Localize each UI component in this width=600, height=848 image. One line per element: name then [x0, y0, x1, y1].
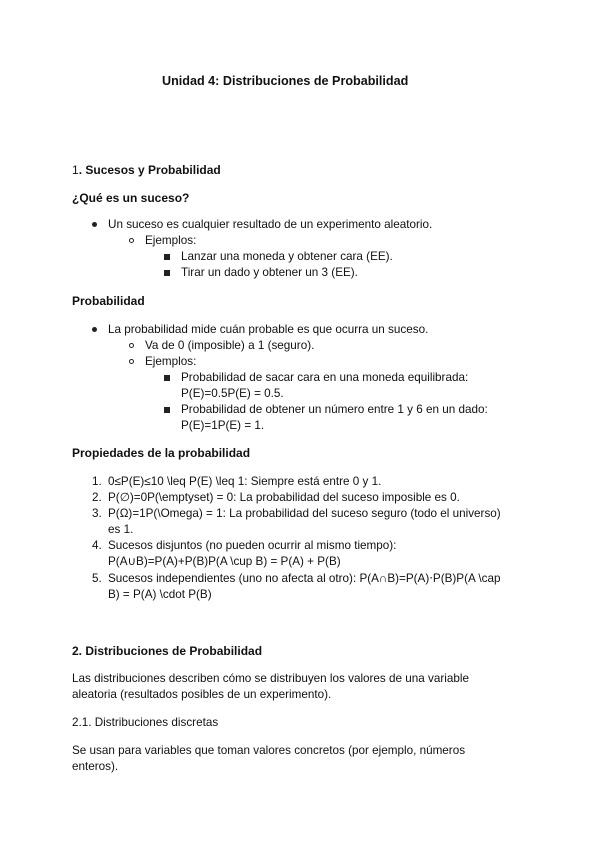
list-item: Un suceso es cualquier resultado de un experimento aleatorio.: [108, 218, 433, 231]
list-item: Ejemplos:: [145, 355, 197, 368]
list-item: P(∅)=0P(\emptyset) = 0: La probabilidad del suceso imposible es 0.: [108, 491, 460, 504]
list-item-continued: B) = P(A) \cdot P(B): [108, 588, 212, 601]
list-number: 5.: [92, 572, 102, 585]
section-1-title: . Sucesos y Probabilidad: [78, 163, 221, 177]
list-item: Probabilidad de sacar cara en una moneda equilibrada:: [181, 371, 469, 384]
paragraph-line: aleatoria (resultados posibles de un experimento).: [72, 688, 332, 701]
paragraph-line: enteros).: [72, 760, 119, 773]
what-is-event-heading: ¿Qué es un suceso?: [72, 191, 190, 205]
section-1-number: 1: [72, 163, 79, 177]
section-1-heading: [72, 162, 221, 178]
list-item: Sucesos disjuntos (no pueden ocurrir al mismo tiempo):: [108, 539, 397, 552]
list-item: P(Ω)=1P(\Omega) = 1: La probabilidad del suceso seguro (todo el universo): [108, 507, 501, 520]
list-number: 1.: [92, 475, 102, 488]
bullet-square-icon: [164, 270, 170, 276]
list-item: La probabilidad mide cuán probable es que ocurra un suceso.: [108, 323, 429, 336]
probability-heading: Probabilidad: [72, 294, 145, 308]
list-item: Probabilidad de obtener un número entre 1 y 6 en un dado:: [181, 403, 488, 416]
bullet-circle-icon: [129, 359, 134, 364]
list-item-continued: P(E)=0.5P(E) = 0.5.: [181, 387, 284, 400]
list-item: 0≤P(E)≤10 \leq P(E) \leq 1: Siempre está entre 0 y 1.: [108, 475, 382, 488]
list-item: Lanzar una moneda y obtener cara (EE).: [181, 250, 393, 263]
bullet-circle-icon: [129, 343, 134, 348]
list-number: 2.: [92, 491, 102, 504]
list-item: Va de 0 (imposible) a 1 (seguro).: [145, 339, 315, 352]
paragraph-line: Las distribuciones describen cómo se distribuyen los valores de una variable: [72, 672, 469, 685]
bullet-square-icon: [164, 254, 170, 260]
page-title: Unidad 4: Distribuciones de Probabilidad: [162, 74, 409, 88]
bullet-disc-icon: [92, 222, 97, 227]
bullet-disc-icon: [92, 327, 97, 332]
list-number: 4.: [92, 539, 102, 552]
list-item: Tirar un dado y obtener un 3 (EE).: [181, 266, 358, 279]
bullet-square-icon: [164, 407, 170, 413]
list-item-continued: P(E)=1P(E) = 1.: [181, 419, 265, 432]
paragraph-line: Se usan para variables que toman valores concretos (por ejemplo, números: [72, 744, 466, 757]
list-item-continued: P(A∪B)=P(A)+P(B)P(A \cup B) = P(A) + P(B): [108, 555, 341, 568]
bullet-square-icon: [164, 375, 170, 381]
bullet-circle-icon: [129, 238, 134, 243]
subsection-heading: 2.1. Distribuciones discretas: [72, 716, 219, 729]
properties-heading: Propiedades de la probabilidad: [72, 446, 251, 460]
list-item-continued: es 1.: [108, 523, 134, 536]
list-item: Ejemplos:: [145, 234, 197, 247]
list-item: Sucesos independientes (uno no afecta al otro): P(A∩B)=P(A)⋅P(B)P(A \cap: [108, 572, 501, 585]
list-number: 3.: [92, 507, 102, 520]
section-2-heading: 2. Distribuciones de Probabilidad: [72, 644, 263, 658]
